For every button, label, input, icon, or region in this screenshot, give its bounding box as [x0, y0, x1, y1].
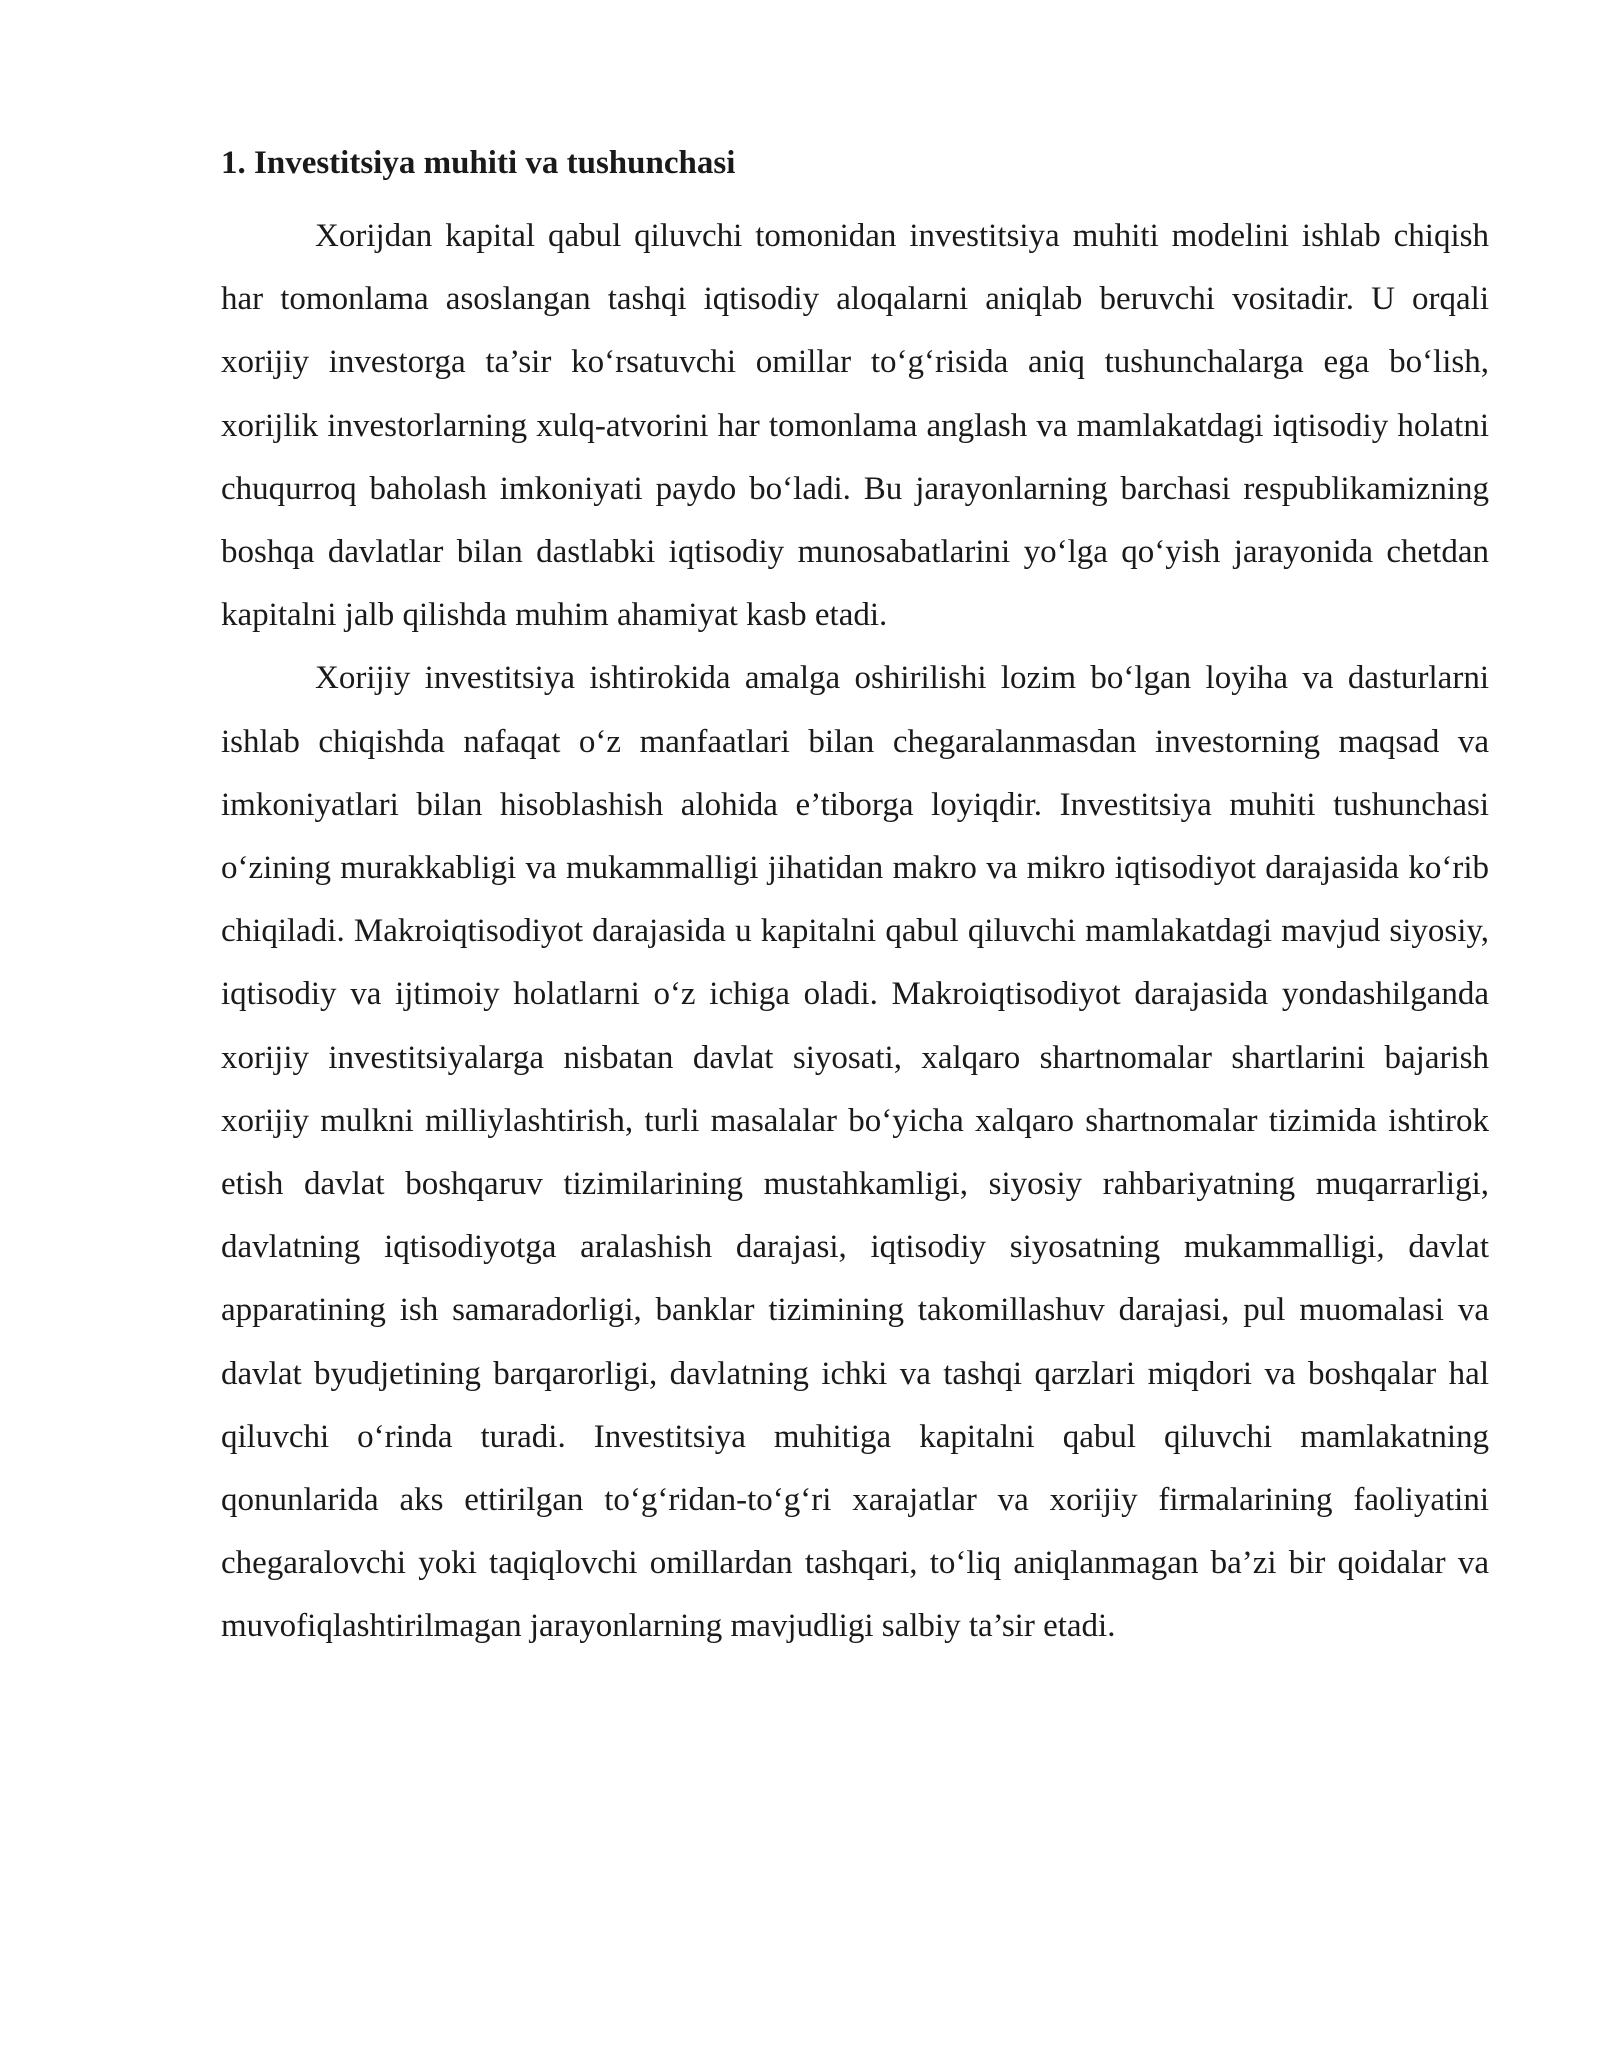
document-page — [221, 143, 1489, 1659]
paragraph-2: Xorijiy investitsiya ishtirokida amalga oshirilishi lozim bo‘lgan loyiha va dasturlarni ishlab chiqishda nafaqat o‘z manfaatlari bilan chegaralanmasdan investorning maqsad va imkoniyatlari bilan hisoblashish alohida e’tiborga loyiqdir. Investitsiya muhiti tushunchasi o‘zining murakkabligi va mukammalligi jihatidan makro va mikro iqtisodiyot darajasida ko‘rib chiqiladi. Makroiqtisodiyot darajasida u kapitalni qabul qiluvchi mamlakatdagi mavjud siyosiy, iqtisodiy va ijtimoiy holatlarni o‘z ichiga oladi. Makroiqtisodiyot darajasida yondashilganda xorijiy investitsiyalarga nisbatan davlat siyosati, xalqaro shartnomalar shartlarini bajarish xorijiy mulkni milliylashtirish, turli masalalar bo‘yicha xalqaro shartnomalar tizimida ishtirok etish davlat boshqaruv tizimilarining mustahkamligi, siyosiy rahbariyatning muqarrarligi, davlatning iqtisodiyotga aralashish darajasi, iqtisodiy siyosatning mukammalligi, davlat apparatining ish samaradorligi, banklar tizimining takomillashuv darajasi, pul muomalasi va davlat byudjetining barqarorligi, davlatning ichki va tashqi qarzlari miqdori va boshqalar hal qiluvchi o‘rinda turadi. Investitsiya muhitiga kapitalni qabul qiluvchi mamlakatning qonunlarida aks ettirilgan to‘g‘ridan-to‘g‘ri xarajatlar va xorijiy firmalarining faoliyatini chegaralovchi yoki taqiqlovchi omillardan tashqari, to‘liq aniqlanmagan ba’zi bir qoidalar va muvofiqlashtirilmagan jarayonlarning mavjudligi salbiy ta’sir etadi. — [221, 660, 1489, 1645]
section-heading: 1. Investitsiya muhiti va tushunchasi — [221, 145, 736, 181]
paragraph-1: Xorijdan kapital qabul qiluvchi tomonidan investitsiya muhiti modelini ishlab chiqish har tomonlama asoslangan tashqi iqtisodiy aloqalarni aniqlab beruvchi vositadir. U orqali xorijiy investorga ta’sir ko‘rsatuvchi omillar to‘g‘risida aniq tushunchalarga ega bo‘lish, xorijlik investorlarning xulq-atvorini har tomonlama anglash va mamlakatdagi iqtisodiy holatni chuqurroq baholash imkoniyati paydo bo‘ladi. Bu jarayonlarning barchasi respublikamizning boshqa davlatlar bilan dastlabki iqtisodiy munosabatlarini yo‘lga qo‘yish jarayonida chetdan kapitalni jalb qilishda muhim ahamiyat kasb etadi. — [221, 218, 1489, 634]
